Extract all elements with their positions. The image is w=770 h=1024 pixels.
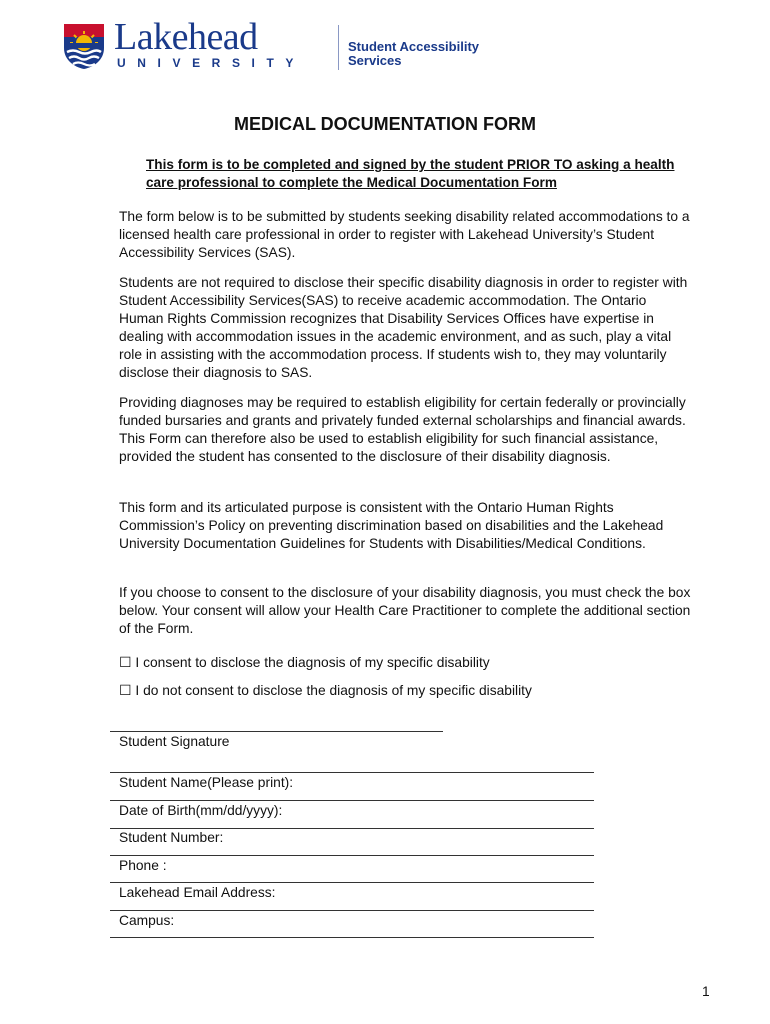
field-divider [110,855,594,856]
department-line-1: Student Accessibility [348,39,479,54]
field-student-name[interactable]: Student Name(Please print): [119,775,294,790]
signature-label: Student Signature [119,734,230,749]
field-email[interactable]: Lakehead Email Address: [119,885,276,900]
checkbox-icon[interactable]: ☐ [119,682,132,698]
field-divider [110,772,594,773]
field-divider [110,800,594,801]
logo-divider [338,25,339,70]
consent-option-no[interactable] [119,681,532,700]
field-divider [110,882,594,883]
brand-subtitle: UNIVERSITY [117,56,306,70]
brand-name: Lakehead [114,16,258,58]
consent-option-yes[interactable] [119,653,490,672]
department-name [348,40,479,68]
consent-no-label: I do not consent to disclose the diagnosis of my specific disability [135,683,532,698]
field-phone[interactable]: Phone : [119,858,167,873]
department-line-2: Services [348,53,402,68]
consent-yes-label: I consent to disclose the diagnosis of my specific disability [135,655,490,670]
paragraph-funding: Providing diagnoses may be required to establish eligibility for certain federally or provincially funded bursaries and grants and privately funded external scholarships and financial awards. This Form can therefore also be used to establish eligibility for such financial assistance, provided the student has consented to the disclosure of their disability diagnosis. [119,395,686,464]
student-notice: This form is to be completed and signed by the student PRIOR TO asking a health care professional to complete the Medical Documentation Form [146,157,675,190]
form-title: MEDICAL DOCUMENTATION FORM [234,114,536,134]
checkbox-icon[interactable]: ☐ [119,654,132,670]
field-date-of-birth[interactable]: Date of Birth(mm/dd/yyyy): [119,803,283,818]
field-student-number[interactable]: Student Number: [119,830,224,845]
paragraph-policy: This form and its articulated purpose is consistent with the Ontario Human Rights Commission’s Policy on preventing discrimination based on disabilities and the Lakehead University Documentation Guidelines for Students with Disabilities/Medical Conditions. [119,500,664,551]
crest-icon [62,22,106,70]
field-divider [110,910,594,911]
page-number: 1 [702,984,710,999]
field-divider [110,937,594,938]
paragraph-purpose: The form below is to be submitted by students seeking disability related accommodations to a licensed health care professional in order to register with Lakehead University’s Student Accessibility Services (SAS). [119,209,690,260]
signature-line[interactable] [110,731,443,732]
field-campus[interactable]: Campus: [119,913,175,928]
paragraph-disclosure: Students are not required to disclose their specific disability diagnosis in order to register with Student Accessibility Services(SAS) to receive academic accommodation. The Ontario Human Rights Commission recognizes that Disability Services Offices have expertise in dealing with accommodation issues in the academic environment, and as such, play a vital role in assisting with the accommodation process. If students wish to, they may voluntarily disclose their diagnosis to SAS. [119,275,688,380]
paragraph-consent-instructions: If you choose to consent to the disclosure of your disability diagnosis, you must check the box below. Your consent will allow your Health Care Practitioner to complete the additional section of the Form. [119,585,691,636]
